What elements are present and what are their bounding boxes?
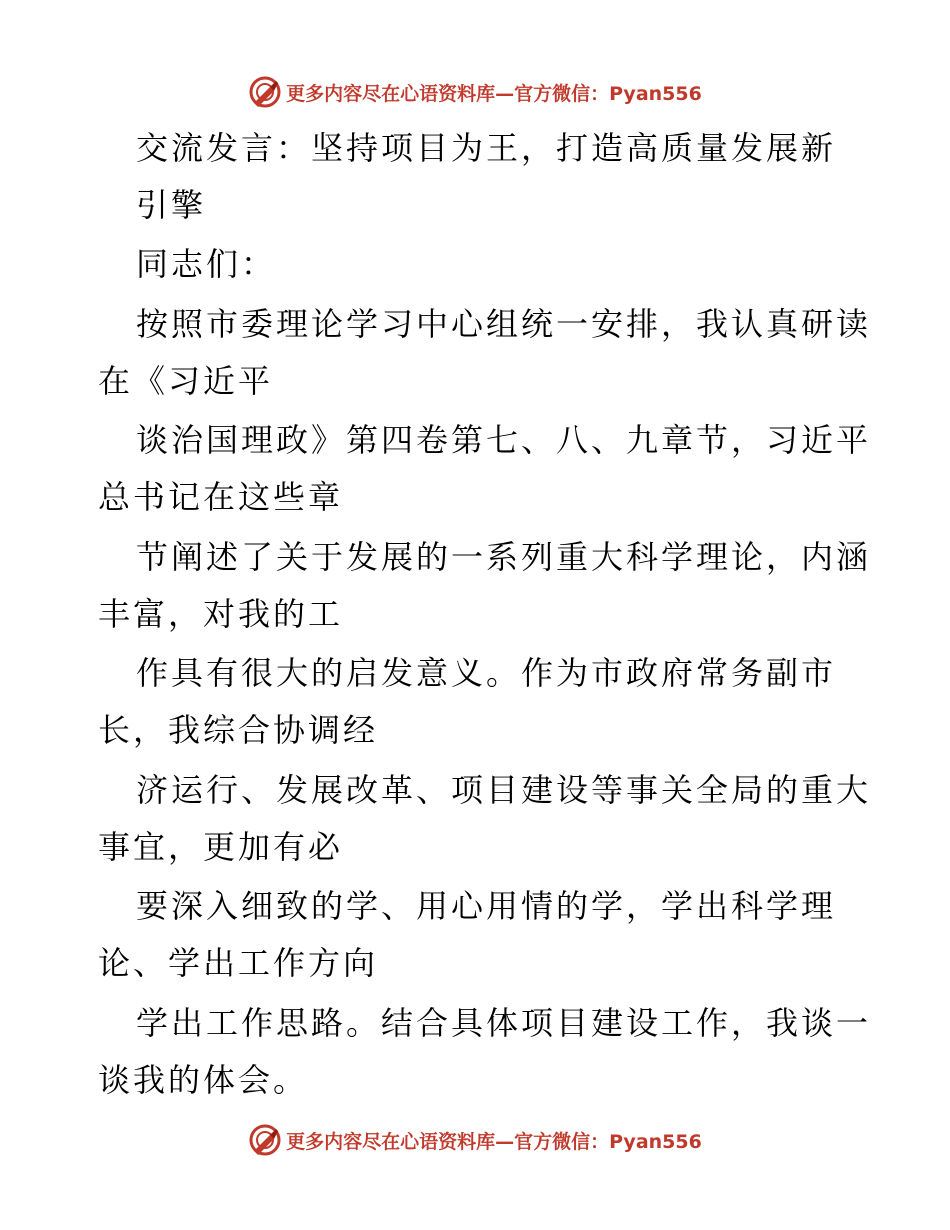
paragraph-line: 丰富，对我的工 bbox=[98, 595, 344, 633]
paragraph-line: 谈我的体会。 bbox=[98, 1061, 309, 1099]
paragraph-line: 总书记在这些章 bbox=[98, 478, 344, 516]
footer-watermark-text: 更多内容尽在心语资料库—官方微信：Pyan556 bbox=[286, 1130, 702, 1153]
paragraph-line: 谈治国理政》第四卷第七、八、九章节，习近平 bbox=[136, 421, 872, 459]
document-title-line-2: 引擎 bbox=[136, 186, 207, 224]
paragraph-line: 论、学出工作方向 bbox=[98, 944, 379, 982]
paragraph-line: 在《习近平 bbox=[98, 362, 274, 400]
salutation: 同志们： bbox=[136, 245, 277, 283]
paragraph-line: 作具有很大的启发意义。作为市政府常务副市 bbox=[136, 654, 837, 692]
pen-logo-icon bbox=[248, 1123, 282, 1157]
paragraph-line: 按照市委理论学习中心组统一安排，我认真研读 bbox=[136, 305, 872, 343]
footer-watermark-banner bbox=[0, 1120, 950, 1160]
paragraph-line: 事宜，更加有必 bbox=[98, 828, 344, 866]
paragraph-line: 济运行、发展改革、项目建设等事关全局的重大 bbox=[136, 771, 872, 809]
paragraph-line: 学出工作思路。结合具体项目建设工作，我谈一 bbox=[136, 1004, 872, 1042]
paragraph-line: 节阐述了关于发展的一系列重大科学理论，内涵 bbox=[136, 538, 872, 576]
document-title-line-1: 交流发言：坚持项目为王，打造高质量发展新 bbox=[136, 129, 837, 167]
paragraph-line: 要深入细致的学、用心用情的学，学出科学理 bbox=[136, 887, 837, 925]
header-watermark-text: 更多内容尽在心语资料库—官方微信：Pyan556 bbox=[286, 82, 702, 105]
paragraph-line: 长，我综合协调经 bbox=[98, 711, 379, 749]
